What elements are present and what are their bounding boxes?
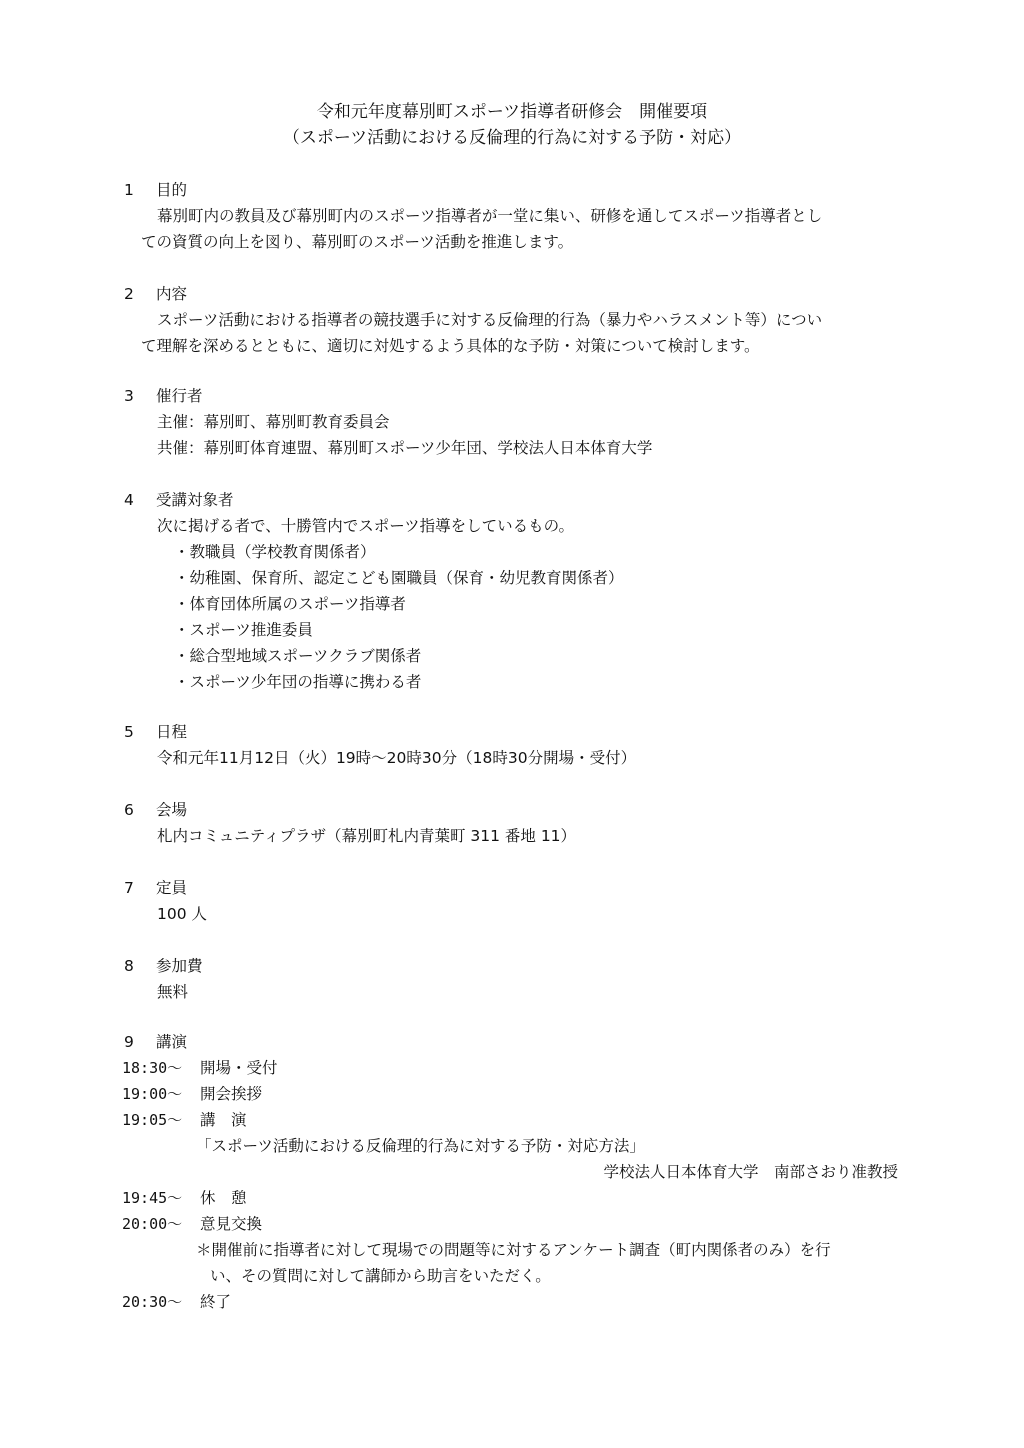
schedule-time: 18:30～ [122,1059,183,1077]
section-title: 講演 [156,1033,188,1051]
body-text: 幕別町内の教員及び幕別町内のスポーツ指導者が一堂に集い、研修を通してスポーツ指導者とし [157,207,823,225]
note-text: い、その質問に対して講師から助言をいただく。 [210,1267,551,1285]
section-heading [124,798,187,822]
body-text: 100 人 [157,905,208,923]
section-heading [124,384,203,408]
section-number: 2 [124,285,134,303]
schedule-activity: 講 演 [200,1111,247,1129]
body-text: スポーツ活動における指導者の競技選手に対する反倫理的行為（暴力やハラスメント等）につい [157,311,823,329]
section-heading [124,282,187,306]
section-title: 催行者 [156,387,203,405]
section-title: 内容 [156,285,188,303]
schedule-time: 20:00～ [122,1215,183,1233]
cohost-line: 共催：幕別町体育連盟、幕別町スポーツ少年団、学校法人日本体育大学 [157,439,653,457]
lecture-title: 「スポーツ活動における反倫理的行為に対する予防・対応方法」 [196,1137,645,1155]
section-heading [124,876,187,900]
section-number: 3 [124,387,134,405]
list-item: ・体育団体所属のスポーツ指導者 [174,595,406,613]
schedule-time: 19:00～ [122,1085,183,1103]
section-title: 参加費 [156,957,203,975]
section-number: 1 [124,181,134,199]
schedule-time: 20:30～ [122,1293,183,1311]
lecturer-name: 学校法人日本体育大学 南部さおり准教授 [603,1163,898,1181]
schedule-time: 19:45～ [122,1189,183,1207]
body-text: 札内コミュニティプラザ（幕別町札内青葉町 311 番地 11） [157,827,577,845]
body-text: て理解を深めるとともに、適切に対処するよう具体的な予防・対策について検討します。 [141,337,760,355]
section-title: 会場 [156,801,188,819]
body-text: 令和元年11月12日（火）19時～20時30分（18時30分開場・受付） [157,749,637,767]
body-text: ての資質の向上を図り、幕別町のスポーツ活動を推進します。 [141,233,574,251]
section-heading [124,488,234,512]
list-item: ・幼稚園、保育所、認定こども園職員（保育・幼児教育関係者） [174,569,624,587]
list-item: ・スポーツ推進委員 [174,621,313,639]
section-number: 6 [124,801,134,819]
section-heading [124,720,187,744]
section-number: 4 [124,491,134,509]
list-item: ・総合型地域スポーツクラブ関係者 [174,647,422,665]
section-heading [124,1030,187,1054]
list-item: ・教職員（学校教育関係者） [174,543,376,561]
section-title: 定員 [156,879,188,897]
section-title: 日程 [156,723,188,741]
section-heading [124,954,203,978]
schedule-activity: 開会挨拶 [200,1085,263,1103]
section-title: 目的 [156,181,188,199]
body-text: 無料 [157,983,189,1001]
list-item: ・スポーツ少年団の指導に携わる者 [174,673,422,691]
host-line: 主催：幕別町、幕別町教育委員会 [157,413,390,431]
schedule-activity: 休 憩 [200,1189,247,1207]
section-number: 7 [124,879,134,897]
section-number: 9 [124,1033,134,1051]
section-number: 8 [124,957,134,975]
section-heading [124,178,187,202]
document-title: 令和元年度幕別町スポーツ指導者研修会 開催要項 [316,102,708,122]
section-number: 5 [124,723,134,741]
schedule-activity: 開場・受付 [200,1059,278,1077]
schedule-time: 19:05～ [122,1111,183,1129]
section-title: 受講対象者 [156,491,234,509]
note-text: ＊開催前に指導者に対して現場での問題等に対するアンケート調査（町内関係者のみ）を行 [196,1241,831,1259]
document-subtitle: （スポーツ活動における反倫理的行為に対する予防・対応） [282,128,742,148]
body-text: 次に掲げる者で、十勝管内でスポーツ指導をしているもの。 [157,517,574,535]
schedule-activity: 意見交換 [200,1215,263,1233]
schedule-activity: 終了 [200,1293,232,1311]
